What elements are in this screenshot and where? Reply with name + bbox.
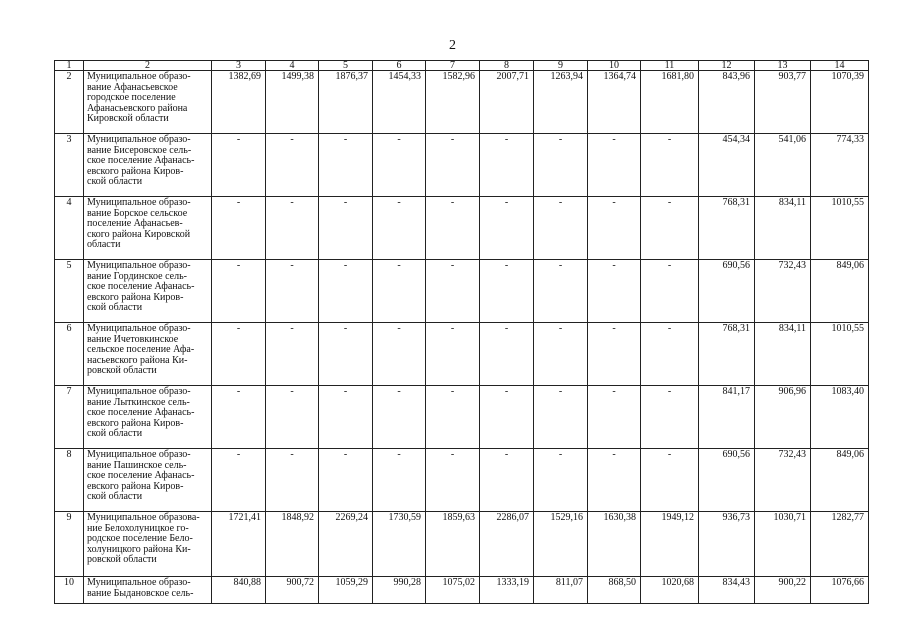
row-number: 10 bbox=[55, 577, 84, 604]
value-cell: - bbox=[534, 449, 588, 512]
value-cell: - bbox=[641, 449, 699, 512]
value-cell: 690,56 bbox=[699, 260, 755, 323]
row-number: 7 bbox=[55, 386, 84, 449]
value-cell: 1010,55 bbox=[811, 197, 869, 260]
value-cell: 1076,66 bbox=[811, 577, 869, 604]
column-header: 3 bbox=[212, 61, 266, 71]
municipality-name-line: Афанасьевского района bbox=[87, 102, 188, 114]
value-cell: - bbox=[534, 197, 588, 260]
municipality-name bbox=[84, 71, 212, 134]
municipality-name-line: ской области bbox=[87, 491, 143, 503]
value-cell: - bbox=[266, 323, 319, 386]
value-cell: - bbox=[641, 260, 699, 323]
value-cell: - bbox=[480, 260, 534, 323]
municipality-name-line: ского района Кировской bbox=[87, 228, 191, 240]
value-cell: - bbox=[319, 323, 373, 386]
value-cell: 2286,07 bbox=[480, 512, 534, 577]
value-cell: - bbox=[426, 134, 480, 197]
value-cell: - bbox=[641, 386, 699, 449]
value-cell: 900,22 bbox=[755, 577, 811, 604]
value-cell: - bbox=[373, 323, 426, 386]
municipality-name-line: Муниципальное образова- bbox=[87, 512, 200, 523]
value-cell: - bbox=[480, 197, 534, 260]
value-cell: - bbox=[373, 260, 426, 323]
value-cell: 1876,37 bbox=[319, 71, 373, 134]
municipality-name-line: евского района Киров- bbox=[87, 417, 184, 429]
value-cell: 1030,71 bbox=[755, 512, 811, 577]
municipality-name-line: ское поселение Афанась- bbox=[87, 281, 195, 293]
value-cell: 1059,29 bbox=[319, 577, 373, 604]
municipality-name-line: ровской области bbox=[87, 365, 157, 377]
value-cell: 768,31 bbox=[699, 197, 755, 260]
municipality-name-line: евского района Киров- bbox=[87, 165, 184, 177]
value-cell: 690,56 bbox=[699, 449, 755, 512]
municipality-name-line: ской области bbox=[87, 302, 143, 314]
municipality-name bbox=[84, 197, 212, 260]
municipality-name bbox=[84, 449, 212, 512]
row-number: 3 bbox=[55, 134, 84, 197]
municipality-name-line: холуницкого района Ки- bbox=[87, 543, 191, 555]
value-cell: - bbox=[319, 386, 373, 449]
value-cell: - bbox=[319, 449, 373, 512]
value-cell: 840,88 bbox=[212, 577, 266, 604]
value-cell: 841,17 bbox=[699, 386, 755, 449]
municipality-name-line: родское поселение Бело- bbox=[87, 533, 193, 545]
value-cell: - bbox=[534, 260, 588, 323]
value-cell: - bbox=[641, 134, 699, 197]
column-header: 7 bbox=[426, 61, 480, 71]
table-row bbox=[55, 386, 869, 449]
municipality-name-line: ское поселение Афанась- bbox=[87, 470, 195, 482]
municipality-name-line: ской области bbox=[87, 176, 143, 188]
value-cell: - bbox=[480, 449, 534, 512]
column-header: 14 bbox=[811, 61, 869, 71]
column-header: 5 bbox=[319, 61, 373, 71]
value-cell: - bbox=[266, 197, 319, 260]
column-header: 2 bbox=[84, 61, 212, 71]
value-cell: - bbox=[588, 260, 641, 323]
value-cell: 834,11 bbox=[755, 197, 811, 260]
column-header: 8 bbox=[480, 61, 534, 71]
municipality-name bbox=[84, 577, 212, 604]
value-cell: - bbox=[212, 260, 266, 323]
value-cell: - bbox=[426, 260, 480, 323]
municipality-name-line: вание Афанасьевское bbox=[87, 81, 178, 93]
municipality-name-line: Муниципальное образо- bbox=[87, 71, 191, 82]
column-header: 9 bbox=[534, 61, 588, 71]
municipality-name-line: Муниципальное образо- bbox=[87, 134, 191, 145]
column-header: 11 bbox=[641, 61, 699, 71]
municipality-name bbox=[84, 386, 212, 449]
municipality-name-line: Муниципальное образо- bbox=[87, 386, 191, 397]
value-cell: 900,72 bbox=[266, 577, 319, 604]
value-cell: 811,07 bbox=[534, 577, 588, 604]
table-row bbox=[55, 71, 869, 134]
municipality-name-line: ское поселение Афанась- bbox=[87, 407, 195, 419]
table-row bbox=[55, 577, 869, 604]
value-cell: - bbox=[212, 134, 266, 197]
value-cell: 774,33 bbox=[811, 134, 869, 197]
value-cell: 1582,96 bbox=[426, 71, 480, 134]
row-number: 4 bbox=[55, 197, 84, 260]
column-header: 4 bbox=[266, 61, 319, 71]
value-cell: 843,96 bbox=[699, 71, 755, 134]
value-cell: - bbox=[480, 134, 534, 197]
value-cell: - bbox=[373, 197, 426, 260]
municipality-name-line: насьевского района Ки- bbox=[87, 354, 188, 366]
municipality-name-line: поселение Афанасьев- bbox=[87, 218, 183, 230]
row-number: 2 bbox=[55, 71, 84, 134]
value-cell: 903,77 bbox=[755, 71, 811, 134]
value-cell: 1499,38 bbox=[266, 71, 319, 134]
value-cell: 1630,38 bbox=[588, 512, 641, 577]
row-number: 8 bbox=[55, 449, 84, 512]
value-cell: 906,96 bbox=[755, 386, 811, 449]
value-cell: - bbox=[588, 134, 641, 197]
value-cell: 1848,92 bbox=[266, 512, 319, 577]
value-cell: 1282,77 bbox=[811, 512, 869, 577]
table-row bbox=[55, 512, 869, 577]
municipality-name-line: ровской области bbox=[87, 554, 157, 566]
value-cell: - bbox=[319, 260, 373, 323]
value-cell: - bbox=[641, 323, 699, 386]
value-cell: - bbox=[426, 449, 480, 512]
value-cell: - bbox=[641, 197, 699, 260]
value-cell: 732,43 bbox=[755, 449, 811, 512]
column-header: 13 bbox=[755, 61, 811, 71]
municipality-name bbox=[84, 323, 212, 386]
municipality-name-line: области bbox=[87, 239, 121, 251]
value-cell: 990,28 bbox=[373, 577, 426, 604]
value-cell: - bbox=[588, 323, 641, 386]
value-cell: - bbox=[480, 323, 534, 386]
value-cell: 849,06 bbox=[811, 260, 869, 323]
municipality-name-line: ской области bbox=[87, 428, 143, 440]
table-row bbox=[55, 323, 869, 386]
value-cell: 1721,41 bbox=[212, 512, 266, 577]
value-cell: - bbox=[373, 134, 426, 197]
value-cell: 1949,12 bbox=[641, 512, 699, 577]
municipality-name-line: вание Ичетовкинское bbox=[87, 333, 179, 345]
municipality-name-line: вание Лыткинское сель- bbox=[87, 396, 190, 408]
value-cell: - bbox=[534, 323, 588, 386]
column-header: 6 bbox=[373, 61, 426, 71]
value-cell: 834,11 bbox=[755, 323, 811, 386]
municipality-name bbox=[84, 134, 212, 197]
value-cell: 1070,39 bbox=[811, 71, 869, 134]
value-cell: 1730,59 bbox=[373, 512, 426, 577]
municipality-name bbox=[84, 260, 212, 323]
value-cell: 1681,80 bbox=[641, 71, 699, 134]
value-cell: 1263,94 bbox=[534, 71, 588, 134]
value-cell: 1382,69 bbox=[212, 71, 266, 134]
value-cell: - bbox=[373, 386, 426, 449]
municipality-name-line: вание Бисеровское сель- bbox=[87, 144, 192, 156]
table-row bbox=[55, 197, 869, 260]
value-cell: 1333,19 bbox=[480, 577, 534, 604]
value-cell: - bbox=[534, 134, 588, 197]
municipality-name bbox=[84, 512, 212, 577]
municipality-name-line: ние Белохолуницкое го- bbox=[87, 522, 189, 534]
column-header: 1 bbox=[55, 61, 84, 71]
value-cell: 454,34 bbox=[699, 134, 755, 197]
value-cell: 936,73 bbox=[699, 512, 755, 577]
table-row bbox=[55, 260, 869, 323]
value-cell: 1010,55 bbox=[811, 323, 869, 386]
value-cell: - bbox=[373, 449, 426, 512]
value-cell: 1859,63 bbox=[426, 512, 480, 577]
municipality-name-line: Муниципальное образо- bbox=[87, 197, 191, 208]
value-cell: - bbox=[426, 197, 480, 260]
column-header: 10 bbox=[588, 61, 641, 71]
value-cell: - bbox=[588, 197, 641, 260]
value-cell: 1083,40 bbox=[811, 386, 869, 449]
value-cell: - bbox=[266, 134, 319, 197]
value-cell: - bbox=[588, 449, 641, 512]
value-cell: 1075,02 bbox=[426, 577, 480, 604]
municipality-name-line: Муниципальное образо- bbox=[87, 449, 191, 460]
value-cell: - bbox=[534, 386, 588, 449]
value-cell: - bbox=[319, 197, 373, 260]
municipality-name-line: сельское поселение Афа- bbox=[87, 344, 195, 356]
municipality-name-line: Муниципальное образо- bbox=[87, 323, 191, 334]
municipality-name-line: Муниципальное образо- bbox=[87, 260, 191, 271]
page-number: 2 bbox=[449, 38, 456, 53]
tariff-table bbox=[54, 60, 869, 604]
value-cell: 1454,33 bbox=[373, 71, 426, 134]
municipality-name-line: городское поселение bbox=[87, 92, 176, 104]
value-cell: 541,06 bbox=[755, 134, 811, 197]
value-cell: 1529,16 bbox=[534, 512, 588, 577]
table-header-row bbox=[55, 61, 869, 71]
value-cell: - bbox=[480, 386, 534, 449]
value-cell: - bbox=[319, 134, 373, 197]
value-cell: 2007,71 bbox=[480, 71, 534, 134]
value-cell: - bbox=[266, 449, 319, 512]
value-cell: 2269,24 bbox=[319, 512, 373, 577]
value-cell: - bbox=[588, 386, 641, 449]
value-cell: 849,06 bbox=[811, 449, 869, 512]
value-cell: - bbox=[212, 197, 266, 260]
row-number: 5 bbox=[55, 260, 84, 323]
table-body bbox=[55, 61, 869, 604]
value-cell: - bbox=[426, 323, 480, 386]
municipality-name-line: евского района Киров- bbox=[87, 291, 184, 303]
table-row bbox=[55, 449, 869, 512]
value-cell: - bbox=[212, 386, 266, 449]
municipality-name-line: евского района Киров- bbox=[87, 480, 184, 492]
column-header: 12 bbox=[699, 61, 755, 71]
municipality-name-line: вание Быдановское сель- bbox=[87, 587, 194, 599]
value-cell: 1020,68 bbox=[641, 577, 699, 604]
value-cell: 768,31 bbox=[699, 323, 755, 386]
value-cell: 834,43 bbox=[699, 577, 755, 604]
row-number: 6 bbox=[55, 323, 84, 386]
value-cell: 1364,74 bbox=[588, 71, 641, 134]
municipality-name-line: Кировской области bbox=[87, 113, 169, 125]
municipality-name-line: вание Пашинское сель- bbox=[87, 459, 187, 471]
municipality-name-line: вание Борское сельское bbox=[87, 207, 188, 219]
value-cell: 732,43 bbox=[755, 260, 811, 323]
municipality-name-line: ское поселение Афанась- bbox=[87, 155, 195, 167]
table-row bbox=[55, 134, 869, 197]
value-cell: - bbox=[266, 260, 319, 323]
value-cell: 868,50 bbox=[588, 577, 641, 604]
value-cell: - bbox=[212, 449, 266, 512]
municipality-name-line: Муниципальное образо- bbox=[87, 577, 191, 588]
value-cell: - bbox=[426, 386, 480, 449]
row-number: 9 bbox=[55, 512, 84, 577]
value-cell: - bbox=[266, 386, 319, 449]
municipality-name-line: вание Гординское сель- bbox=[87, 270, 187, 282]
value-cell: - bbox=[212, 323, 266, 386]
